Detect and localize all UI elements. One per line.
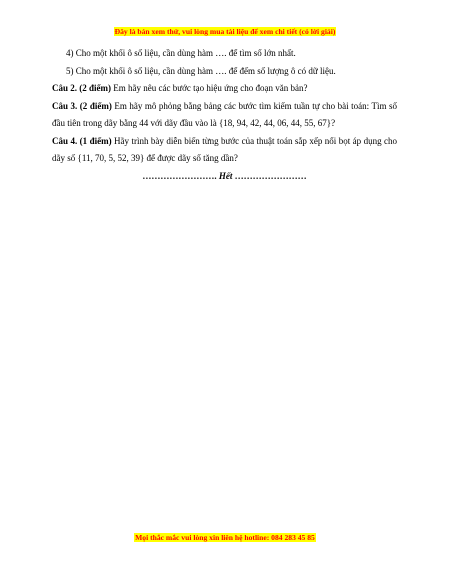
end-marker [52, 168, 397, 186]
end-word: Hết [218, 170, 233, 181]
question-4 [52, 133, 397, 168]
question-3 [52, 98, 397, 133]
end-dots-left: ……………………. [142, 170, 219, 181]
question-2 [52, 80, 397, 98]
list-item-4: 4) Cho một khối ô số liệu, cần dùng hàm …. để tìm số lớn nhất. [66, 48, 296, 58]
list-item-5: 5) Cho một khối ô số liệu, cần dùng hàm …. để đếm số lượng ô có dữ liệu. [66, 65, 336, 76]
question-3-label: Câu 3. (2 điểm) [52, 100, 112, 111]
question-4-text: Hãy trình bày diễn biến từng bước của thuật toán sắp xếp nổi bọt áp dụng cho dãy số {11, 70, 5, 52, 39} để được dãy số tăng dần? [52, 135, 398, 163]
question-3-text: Em hãy mô phỏng bằng bảng các bước tìm kiếm tuần tự cho bài toán: Tìm số đầu tiên trong dãy bằng 44 với dãy đầu vào là {18, 94, 42, 44, 06, 44, 55, 67}? [52, 100, 398, 128]
question-2-label: Câu 2. (2 điểm) [52, 83, 111, 93]
hotline-banner-text: Mọi thắc mắc vui lòng xin liên hệ hotline: 084 283 45 85 [135, 533, 315, 542]
question-4-label: Câu 4. (1 điểm) [52, 135, 112, 146]
preview-banner-text: Đây là bản xem thử, vui lòng mua tài liệu để xem chi tiết (có lời giải) [114, 27, 336, 36]
question-2-text: Em hãy nêu các bước tạo hiệu ứng cho đoạn văn bản? [111, 83, 308, 93]
end-dots-right: …………………… [232, 170, 307, 181]
document-body [52, 45, 397, 185]
preview-banner [0, 26, 450, 37]
hotline-banner [0, 532, 450, 543]
